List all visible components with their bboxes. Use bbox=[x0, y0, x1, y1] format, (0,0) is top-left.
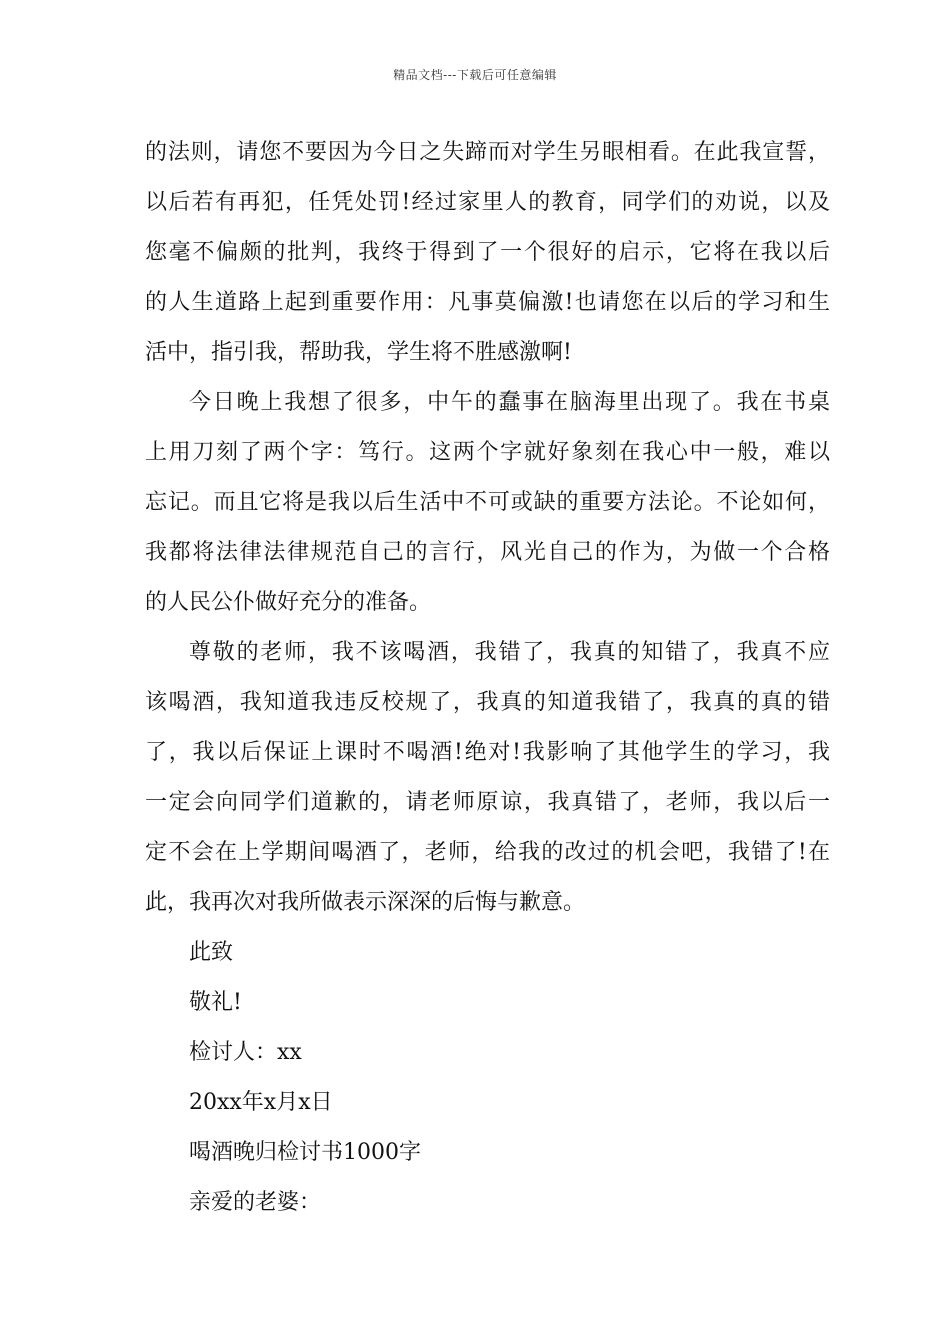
closing-salutation: 此致 bbox=[189, 940, 234, 965]
text-line: 的人民公仆做好充分的准备。 bbox=[145, 590, 432, 615]
paragraph-2 bbox=[145, 378, 830, 628]
signer: 检讨人：xx bbox=[189, 1040, 302, 1065]
text-line: 的法则，请您不要因为今日之失蹄而对学生另眼相看。在此我宣誓， bbox=[145, 140, 830, 165]
paragraph-3 bbox=[145, 628, 830, 928]
document-body bbox=[145, 128, 830, 1228]
date: 20xx年x月x日 bbox=[189, 1090, 333, 1115]
next-document-title: 喝酒晚归检讨书1000字 bbox=[189, 1140, 421, 1165]
closing-regards: 敬礼! bbox=[189, 990, 242, 1015]
page-header: 精品文档---下载后可任意编辑 bbox=[393, 68, 557, 82]
text-line: 此，我再次对我所做表示深深的后悔与歉意。 bbox=[145, 890, 586, 915]
text-line: 一定会向同学们道歉的，请老师原谅，我真错了，老师，我以后一 bbox=[145, 790, 830, 815]
text-line: 以后若有再犯，任凭处罚!经过家里人的教育，同学们的劝说，以及 bbox=[145, 190, 830, 215]
text-line: 该喝酒，我知道我违反校规了，我真的知道我错了，我真的真的错 bbox=[145, 690, 830, 715]
text-line: 我都将法律法律规范自己的言行，风光自己的作为，为做一个合格 bbox=[145, 540, 830, 565]
text-line: 了，我以后保证上课时不喝酒!绝对!我影响了其他学生的学习，我 bbox=[145, 740, 830, 765]
text-line: 的人生道路上起到重要作用：凡事莫偏激!也请您在以后的学习和生 bbox=[145, 290, 830, 315]
text-line: 忘记。而且它将是我以后生活中不可或缺的重要方法论。不论如何， bbox=[145, 490, 830, 515]
text-line: 尊敬的老师，我不该喝酒，我错了，我真的知错了，我真不应 bbox=[189, 640, 830, 665]
text-line: 您毫不偏颇的批判，我终于得到了一个很好的启示，它将在我以后 bbox=[145, 240, 830, 265]
next-document-greeting: 亲爱的老婆： bbox=[189, 1190, 322, 1215]
paragraph-1 bbox=[145, 128, 830, 378]
text-line: 今日晚上我想了很多，中午的蠢事在脑海里出现了。我在书桌 bbox=[189, 390, 830, 415]
text-line: 上用刀刻了两个字：笃行。这两个字就好象刻在我心中一般，难以 bbox=[145, 440, 830, 465]
text-line: 活中，指引我，帮助我，学生将不胜感激啊! bbox=[145, 340, 572, 365]
text-line: 定不会在上学期间喝酒了，老师，给我的改过的机会吧，我错了!在 bbox=[145, 840, 830, 865]
